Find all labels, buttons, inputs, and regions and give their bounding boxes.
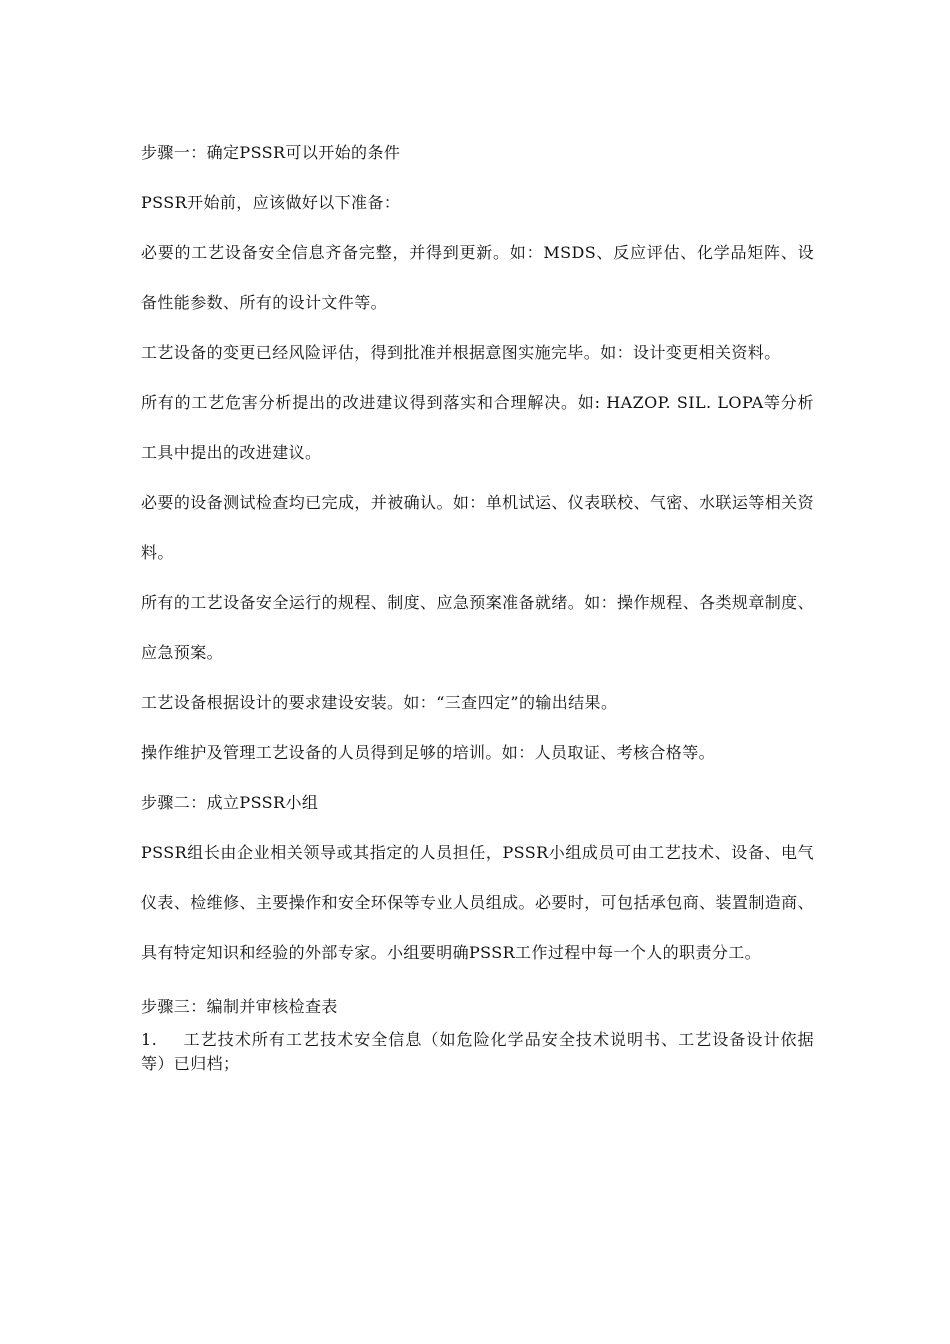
step3-list-item-1: [141, 1026, 814, 1076]
step1-intro: PSSR开始前，应该做好以下准备：: [141, 193, 401, 212]
step1-item-7: 操作维护及管理工艺设备的人员得到足够的培训。如：人员取证、考核合格等。: [141, 743, 716, 762]
list-number: 1.: [141, 1030, 158, 1049]
step2-body: PSSR组长由企业相关领导或其指定的人员担任，PSSR小组成员可由工艺技术、设备、电气仪表、检维修、主要操作和安全环保等专业人员组成。必要时，可包括承包商、装置制造商、具有特定知识和经验的外部专家。小组要明确PSSR工作过程中每一个人的职责分工。: [141, 843, 814, 962]
step1-heading: 步骤一：确定PSSR可以开始的条件: [141, 143, 401, 162]
step1-item-5: 所有的工艺设备安全运行的规程、制度、应急预案准备就绪。如：操作规程、各类规章制度、应急预案。: [141, 593, 814, 662]
step1-item-2: 工艺设备的变更已经风险评估，得到批准并根据意图实施完毕。如：设计变更相关资料。: [141, 343, 781, 362]
document-body: [141, 134, 814, 1076]
step1-item-3: 所有的工艺危害分析提出的改进建议得到落实和合理解决。如: HAZOP. SIL. LOPA等分析工具中提出的改进建议。: [141, 393, 814, 462]
step1-item-4: 必要的设备测试检查均已完成，并被确认。如：单机试运、仪表联校、气密、水联运等相关资料。: [141, 493, 814, 562]
step1-item-1: 必要的工艺设备安全信息齐备完整，并得到更新。如：MSDS、反应评估、化学品矩阵、设备性能参数、所有的设计文件等。: [141, 243, 814, 312]
step3-heading: 步骤三：编制并审核检查表: [141, 997, 338, 1016]
step2-heading: 步骤二：成立PSSR小组: [141, 793, 319, 812]
step1-item-6: 工艺设备根据设计的要求建设安装。如：“三查四定”的输出结果。: [141, 693, 618, 712]
list-text: 工艺技术所有工艺技术安全信息（如危险化学品安全技术说明书、工艺设备设计依据等）已归档；: [141, 1030, 814, 1073]
